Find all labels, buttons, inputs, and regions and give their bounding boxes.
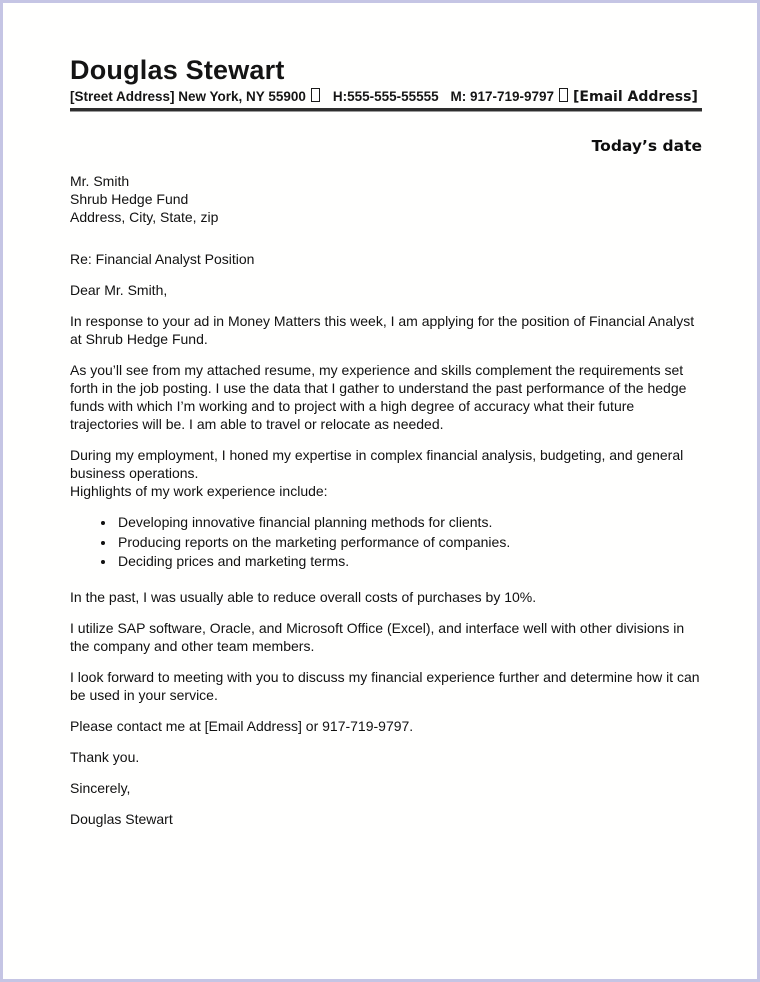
paragraph-meeting: I look forward to meeting with you to discuss my financial experience further and determine how it can be used in your service. [70, 668, 700, 703]
paragraph-contact: Please contact me at [Email Address] or 917-719-9797. [70, 717, 414, 734]
paragraph-intro: In response to your ad in Money Matters this week, I am applying for the position of Financial Analyst at Shrub Hedge Fund. [70, 313, 695, 347]
subject-line: Re: Financial Analyst Position [70, 251, 255, 267]
salutation: Dear Mr. Smith, [70, 282, 168, 298]
thank-you-line: Thank you. [70, 748, 140, 765]
signature-name: Douglas Stewart [70, 810, 173, 827]
email-placeholder: [Email Address] [573, 89, 698, 105]
letter-header [70, 55, 702, 112]
contact-line [70, 88, 702, 106]
closing-line: Sincerely, [70, 779, 131, 796]
experience-bullet: • Developing innovative financial planning methods for clients. [116, 513, 702, 533]
employment-text: During my employment, I honed my expertise in complex financial analysis, budgeting, and general business operations. [70, 447, 684, 481]
home-phone: H:555-555-55555 [332, 89, 439, 104]
sender-name: Douglas Stewart [70, 55, 285, 85]
highlights-intro: Highlights of my work experience include: [70, 483, 328, 499]
paragraph-employment [70, 446, 702, 500]
experience-list [70, 513, 702, 572]
paragraph-resume: As you’ll see from my attached resume, my experience and skills complement the requirements set forth in the job posting. I use the data that I gather to understand the past performance of the hedge funds with which I’m working and to project with a high degree of accuracy what their future trajectories will be. I am able to travel or relocate as needed. [70, 362, 687, 432]
recipient-address: Address, City, State, zip [70, 209, 219, 225]
header-divider [70, 108, 702, 112]
recipient-block [70, 172, 702, 226]
paragraph-software: I utilize SAP software, Oracle, and Microsoft Office (Excel), and interface well with other divisions in the company and other team members. [70, 619, 685, 654]
recipient-name: Mr. Smith [70, 173, 130, 189]
mobile-phone: M: 917-719-9797 [450, 89, 555, 104]
experience-bullet: • Producing reports on the marketing performance of companies. [116, 533, 702, 553]
recipient-company: Shrub Hedge Fund [70, 191, 189, 207]
date-line: Today’s date [591, 137, 702, 155]
street-address: [Street Address] New York, NY 55900 [70, 89, 306, 104]
missing-glyph-box-icon [311, 88, 320, 102]
experience-bullet: • Deciding prices and marketing terms. [116, 552, 702, 572]
paragraph-past-results: In the past, I was usually able to reduce overall costs of purchases by 10%. [70, 588, 537, 605]
missing-glyph-box-icon [559, 88, 568, 102]
